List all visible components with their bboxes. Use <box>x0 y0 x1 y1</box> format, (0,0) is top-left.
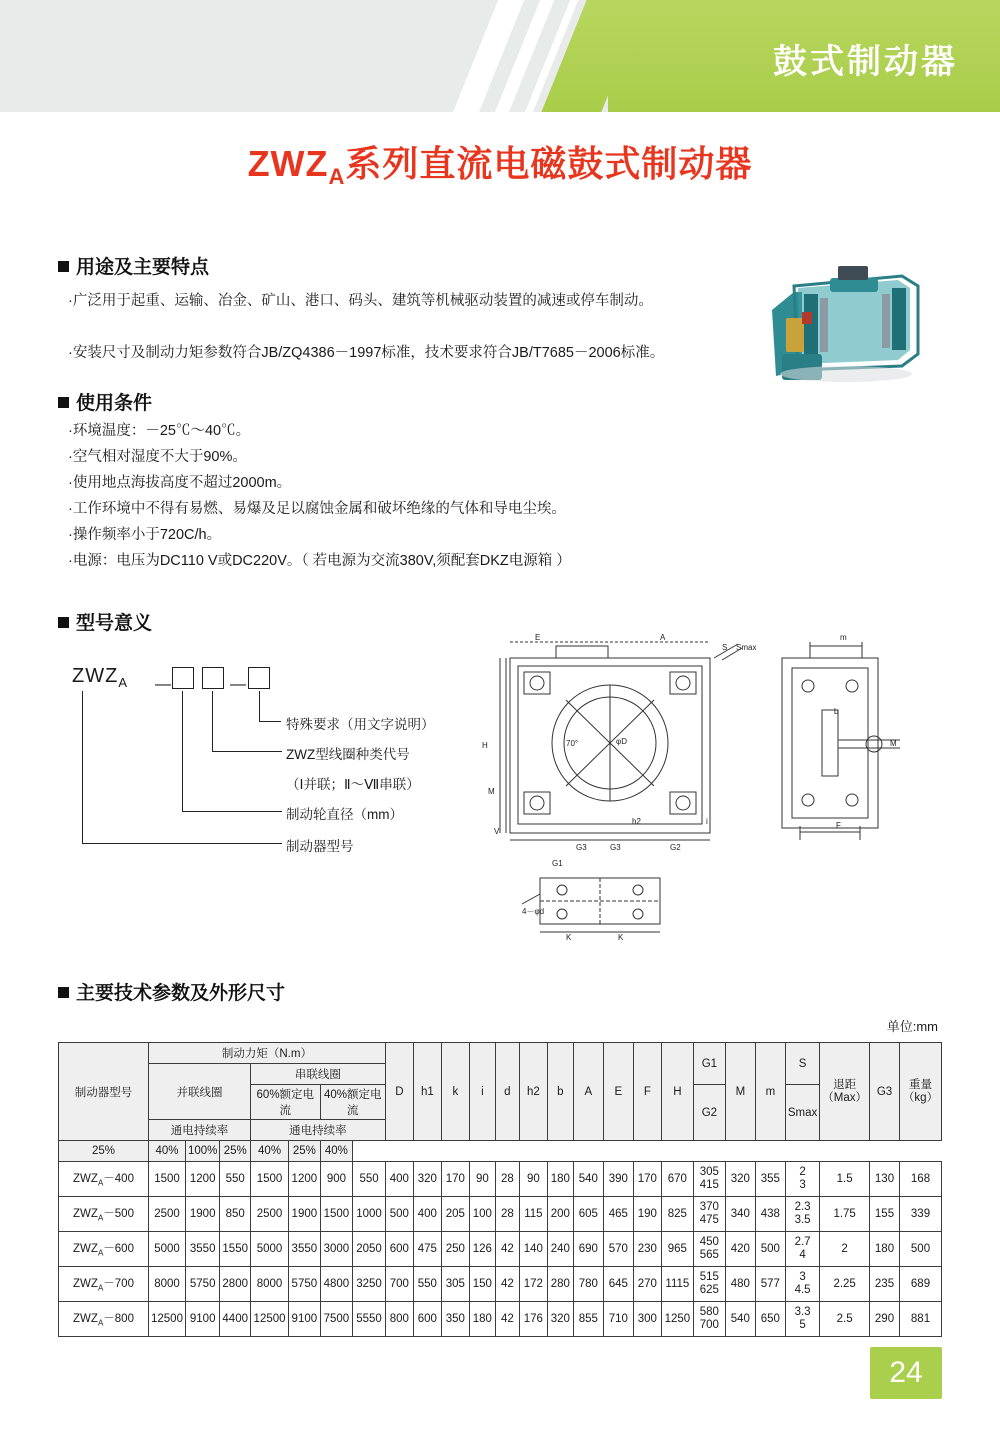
cell-G3: 155 <box>870 1197 900 1232</box>
label-A: A <box>660 633 666 642</box>
model-box-1 <box>172 667 194 689</box>
table-row <box>59 1267 942 1302</box>
model-dash-2: — <box>230 676 246 693</box>
th-duty-25a: 25% <box>59 1141 149 1162</box>
leader-v-3 <box>182 691 183 811</box>
label-E: E <box>535 633 541 642</box>
cell-dim-4: 42 <box>495 1302 519 1337</box>
label-F: F <box>836 821 841 830</box>
th-series-60: 60%额定电流 <box>251 1085 321 1120</box>
cell-dim-8: 570 <box>603 1232 633 1267</box>
cell-dim-3: 126 <box>469 1232 495 1267</box>
cell-dim-8: 710 <box>603 1302 633 1337</box>
th-duty-series: 通电持续率 <box>251 1120 386 1141</box>
cell-torque-2: 4400 <box>220 1302 251 1337</box>
cell-dim-7: 855 <box>573 1302 603 1337</box>
label-h2: h2 <box>632 817 641 826</box>
model-label-2: ZWZ型线圈种类代号 <box>286 747 410 762</box>
cell-torque-5: 7500 <box>320 1302 353 1337</box>
model-label-3: （Ⅰ并联；Ⅱ～Ⅶ串联） <box>286 777 420 792</box>
th-spacer-1 <box>353 1141 386 1162</box>
th-spacer-15 <box>755 1141 785 1162</box>
cell-torque-4: 9100 <box>289 1302 321 1337</box>
th-spacer-3 <box>413 1141 441 1162</box>
usage-heading-text: 用途及主要特点 <box>76 257 210 278</box>
cell-torque-5: 4800 <box>320 1267 353 1302</box>
cell-dim-6: 200 <box>547 1197 573 1232</box>
cell-torque-0: 8000 <box>149 1267 186 1302</box>
spec-table <box>58 1042 942 1337</box>
cell-dim-4: 28 <box>495 1197 519 1232</box>
bullet-square-icon <box>58 261 69 272</box>
cell-dim-1: 320 <box>413 1162 441 1197</box>
usage-line-2: ·安装尺寸及制动力矩参数符合JB/ZQ4386－1997标准，技术要求符合JB/T7685－2006标准。 <box>68 345 665 361</box>
cell-G3: 235 <box>870 1267 900 1302</box>
th-series-coil: 串联线圈 <box>251 1064 386 1085</box>
cell-G3: 290 <box>870 1302 900 1337</box>
cell-dim-10: 825 <box>661 1197 693 1232</box>
th-spacer-9 <box>573 1141 603 1162</box>
table-row <box>59 1232 942 1267</box>
cell-clearance: 1.5 <box>820 1162 870 1197</box>
page-title-prefix: ZWZ <box>247 143 329 184</box>
section-heading-specs <box>58 978 285 1005</box>
cell-weight: 168 <box>900 1162 942 1197</box>
cell-model: $ZWZ_A-400$ <box>59 1162 149 1197</box>
specs-heading-text: 主要技术参数及外形尺寸 <box>76 983 286 1004</box>
model-label-4: 制动轮直径（mm） <box>286 807 403 822</box>
cell-dim-10: 1250 <box>661 1302 693 1337</box>
cell-clearance: 2 <box>820 1232 870 1267</box>
cell-dim-5: 140 <box>519 1232 547 1267</box>
header-title: 鼓式制动器 <box>773 43 958 81</box>
cell-torque-1: 9100 <box>185 1302 219 1337</box>
product-photo <box>742 258 938 396</box>
model-code-base: ZWZ <box>72 665 119 687</box>
cell-dim-7: 605 <box>573 1197 603 1232</box>
cell-dim-8: 645 <box>603 1267 633 1302</box>
label-G3a: G3 <box>576 843 587 852</box>
th-H: H <box>661 1043 693 1141</box>
cell-s-smax: 3 4.5 <box>785 1267 819 1302</box>
th-duty-40b: 40% <box>251 1141 289 1162</box>
cell-clearance: 2.25 <box>820 1267 870 1302</box>
cell-M: 540 <box>725 1302 755 1337</box>
condition-line-4: ·工作环境中不得有易燃、易爆及足以腐蚀金属和破坏绝缘的气体和导电尘埃。 <box>68 501 566 517</box>
model-box-2 <box>202 667 224 689</box>
cell-torque-2: 1550 <box>220 1232 251 1267</box>
cell-torque-5: 3000 <box>320 1232 353 1267</box>
th-spacer-18 <box>870 1141 900 1162</box>
th-torque-group: 制动力矩（N.m） <box>149 1043 386 1064</box>
label-i: i <box>706 817 708 826</box>
cell-torque-4: 3550 <box>289 1232 321 1267</box>
cell-dim-9: 230 <box>633 1232 661 1267</box>
label-m: m <box>840 633 847 642</box>
model-heading-text: 型号意义 <box>76 613 153 634</box>
condition-line-6: ·电源：电压为DC110 V或DC220V。（ 若电源为交流380V,须配套DKZ电源箱 ） <box>68 553 571 569</box>
cell-torque-3: 2500 <box>251 1197 289 1232</box>
th-weight-l1: 重量 <box>909 1078 932 1091</box>
cell-M: 420 <box>725 1232 755 1267</box>
th-duty-40a: 40% <box>149 1141 186 1162</box>
cell-dim-7: 540 <box>573 1162 603 1197</box>
model-code-diagram <box>60 655 480 895</box>
leader-v-4 <box>82 691 83 843</box>
label-G3b: G3 <box>610 843 621 852</box>
cell-g1-g2: 515 625 <box>693 1267 725 1302</box>
page-number: 24 <box>870 1347 942 1399</box>
model-code-sub: A <box>118 675 128 690</box>
cell-m: 438 <box>755 1197 785 1232</box>
th-F: F <box>633 1043 661 1141</box>
th-duty-parallel: 通电持续率 <box>149 1120 251 1141</box>
cell-m: 500 <box>755 1232 785 1267</box>
cell-dim-6: 320 <box>547 1302 573 1337</box>
th-weight <box>900 1043 942 1141</box>
cell-M: 320 <box>725 1162 755 1197</box>
th-spacer-13 <box>693 1141 725 1162</box>
cell-torque-2: 550 <box>220 1162 251 1197</box>
cell-g1-g2: 305 415 <box>693 1162 725 1197</box>
cell-G3: 130 <box>870 1162 900 1197</box>
model-label-1: 特殊要求（用文字说明） <box>286 717 435 732</box>
cell-M: 480 <box>725 1267 755 1302</box>
cell-dim-3: 180 <box>469 1302 495 1337</box>
cell-torque-6: 1000 <box>353 1197 386 1232</box>
label-M-left: M <box>488 787 495 796</box>
th-i: i <box>469 1043 495 1141</box>
cell-torque-4: 5750 <box>289 1267 321 1302</box>
cell-dim-9: 190 <box>633 1197 661 1232</box>
cell-dim-7: 690 <box>573 1232 603 1267</box>
cell-weight: 500 <box>900 1232 942 1267</box>
leader-h-4 <box>82 843 282 844</box>
table-row <box>59 1302 942 1337</box>
cell-dim-2: 305 <box>441 1267 469 1302</box>
cell-g1-g2: 450 565 <box>693 1232 725 1267</box>
cell-clearance: 1.75 <box>820 1197 870 1232</box>
cell-dim-1: 550 <box>413 1267 441 1302</box>
label-M-right: M <box>890 739 897 748</box>
condition-line-5: ·操作频率小于720C/h。 <box>68 527 222 543</box>
cell-dim-5: 176 <box>519 1302 547 1337</box>
label-hole: 4－φd <box>522 907 545 916</box>
cell-model: $ZWZ_A-800$ <box>59 1302 149 1337</box>
cell-dim-2: 250 <box>441 1232 469 1267</box>
th-spacer-6 <box>495 1141 519 1162</box>
label-K2: K <box>618 933 624 942</box>
condition-line-1: ·环境温度：－25℃～40℃。 <box>68 423 251 439</box>
cell-dim-2: 205 <box>441 1197 469 1232</box>
cell-torque-3: 12500 <box>251 1302 289 1337</box>
cell-s-smax: 2.7 4 <box>785 1232 819 1267</box>
th-spacer-17 <box>820 1141 870 1162</box>
cell-torque-6: 5550 <box>353 1302 386 1337</box>
cell-torque-2: 850 <box>220 1197 251 1232</box>
cell-s-smax: 2.3 3.5 <box>785 1197 819 1232</box>
cell-torque-3: 1500 <box>251 1162 289 1197</box>
page-header <box>0 0 1000 112</box>
cell-dim-10: 1115 <box>661 1267 693 1302</box>
bullet-square-icon <box>58 617 69 628</box>
leader-h-1 <box>259 721 281 722</box>
th-m: m <box>755 1043 785 1141</box>
cell-M: 340 <box>725 1197 755 1232</box>
cell-torque-0: 5000 <box>149 1232 186 1267</box>
th-spacer-12 <box>661 1141 693 1162</box>
cell-dim-7: 780 <box>573 1267 603 1302</box>
cell-model: $ZWZ_A-500$ <box>59 1197 149 1232</box>
cell-m: 650 <box>755 1302 785 1337</box>
th-E: E <box>603 1043 633 1141</box>
label-V: V <box>494 827 500 836</box>
th-k: k <box>441 1043 469 1141</box>
cell-torque-1: 1900 <box>185 1197 219 1232</box>
th-spacer-8 <box>547 1141 573 1162</box>
th-spacer-14 <box>725 1141 755 1162</box>
cell-dim-2: 350 <box>441 1302 469 1337</box>
th-spacer-5 <box>469 1141 495 1162</box>
conditions-heading-text: 使用条件 <box>76 393 153 414</box>
cell-dim-9: 300 <box>633 1302 661 1337</box>
cell-m: 355 <box>755 1162 785 1197</box>
th-spacer-2 <box>385 1141 413 1162</box>
cell-dim-8: 390 <box>603 1162 633 1197</box>
cell-torque-1: 5750 <box>185 1267 219 1302</box>
th-G2: G2 <box>693 1085 725 1141</box>
label-K1: K <box>566 933 572 942</box>
model-code-text <box>72 665 128 690</box>
cell-torque-0: 1500 <box>149 1162 186 1197</box>
cell-G3: 180 <box>870 1232 900 1267</box>
cell-torque-6: 2050 <box>353 1232 386 1267</box>
model-box-3 <box>248 667 270 689</box>
cell-dim-8: 465 <box>603 1197 633 1232</box>
bullet-square-icon <box>58 397 69 408</box>
th-h2: h2 <box>519 1043 547 1141</box>
cell-torque-1: 1200 <box>185 1162 219 1197</box>
cell-torque-0: 2500 <box>149 1197 186 1232</box>
cell-dim-6: 280 <box>547 1267 573 1302</box>
th-spacer-11 <box>633 1141 661 1162</box>
label-G2: G2 <box>670 843 681 852</box>
th-h1: h1 <box>413 1043 441 1141</box>
cell-dim-4: 42 <box>495 1232 519 1267</box>
th-d: d <box>495 1043 519 1141</box>
cell-dim-0: 600 <box>385 1232 413 1267</box>
th-spacer-10 <box>603 1141 633 1162</box>
cell-dim-5: 90 <box>519 1162 547 1197</box>
th-duty-40c: 40% <box>320 1141 353 1162</box>
cell-torque-0: 12500 <box>149 1302 186 1337</box>
cell-weight: 689 <box>900 1267 942 1302</box>
cell-torque-4: 1200 <box>289 1162 321 1197</box>
condition-line-2: ·空气相对湿度不大于90%。 <box>68 449 247 465</box>
cell-dim-6: 180 <box>547 1162 573 1197</box>
cell-m: 577 <box>755 1267 785 1302</box>
unit-note: 单位:mm <box>886 1019 938 1034</box>
th-duty-25b: 25% <box>220 1141 251 1162</box>
section-heading-model <box>58 608 152 635</box>
cell-torque-3: 5000 <box>251 1232 289 1267</box>
label-Smax: Smax <box>736 643 757 652</box>
cell-dim-1: 475 <box>413 1232 441 1267</box>
section-heading-conditions <box>58 388 152 415</box>
th-clearance <box>820 1043 870 1141</box>
cell-dim-5: 172 <box>519 1267 547 1302</box>
cell-dim-4: 42 <box>495 1267 519 1302</box>
label-b: b <box>834 707 839 716</box>
th-G1: G1 <box>693 1043 725 1085</box>
cell-torque-5: 1500 <box>320 1197 353 1232</box>
th-A: A <box>573 1043 603 1141</box>
cell-g1-g2: 370 475 <box>693 1197 725 1232</box>
page-title <box>0 136 1000 190</box>
cell-dim-1: 600 <box>413 1302 441 1337</box>
cell-torque-5: 900 <box>320 1162 353 1197</box>
th-model: 制动器型号 <box>59 1043 149 1141</box>
cell-torque-2: 2800 <box>220 1267 251 1302</box>
usage-line-1: ·广泛用于起重、运输、冶金、矿山、港口、码头、建筑等机械驱动装置的减速或停车制动。 <box>68 293 653 309</box>
cell-dim-3: 150 <box>469 1267 495 1302</box>
bullet-square-icon <box>58 987 69 998</box>
cell-dim-0: 500 <box>385 1197 413 1232</box>
leader-v-1 <box>259 691 260 721</box>
page-title-subscript: A <box>328 164 346 190</box>
th-duty-25c: 25% <box>289 1141 321 1162</box>
th-S: S <box>785 1043 819 1085</box>
th-series-40: 40%额定电流 <box>320 1085 385 1120</box>
label-G1: G1 <box>552 859 563 868</box>
model-dash-1: — <box>155 676 171 693</box>
th-Smax: Smax <box>785 1085 819 1141</box>
cell-torque-3: 8000 <box>251 1267 289 1302</box>
label-S: S <box>722 643 728 652</box>
label-H: H <box>482 741 488 750</box>
leader-h-3 <box>182 811 282 812</box>
cell-dim-0: 800 <box>385 1302 413 1337</box>
cell-dim-2: 170 <box>441 1162 469 1197</box>
cell-dim-9: 270 <box>633 1267 661 1302</box>
cell-dim-4: 28 <box>495 1162 519 1197</box>
section-heading-usage <box>58 252 209 279</box>
cell-weight: 881 <box>900 1302 942 1337</box>
model-label-5: 制动器型号 <box>286 839 354 854</box>
cell-torque-6: 3250 <box>353 1267 386 1302</box>
cell-dim-0: 700 <box>385 1267 413 1302</box>
cell-dim-10: 965 <box>661 1232 693 1267</box>
technical-drawing <box>470 628 940 958</box>
label-angle: 70° <box>566 739 579 748</box>
th-b: b <box>547 1043 573 1141</box>
cell-clearance: 2.5 <box>820 1302 870 1337</box>
th-clearance-l1: 退距 <box>833 1078 857 1091</box>
cell-dim-9: 170 <box>633 1162 661 1197</box>
cell-dim-5: 115 <box>519 1197 547 1232</box>
th-spacer-16 <box>785 1141 819 1162</box>
condition-line-3: ·使用地点海拔高度不超过2000m。 <box>68 475 292 491</box>
cell-torque-6: 550 <box>353 1162 386 1197</box>
th-spacer-7 <box>519 1141 547 1162</box>
cell-model: $ZWZ_A-700$ <box>59 1267 149 1302</box>
cell-weight: 339 <box>900 1197 942 1232</box>
leader-v-2 <box>212 691 213 751</box>
cell-dim-1: 400 <box>413 1197 441 1232</box>
th-clearance-l2: （Max） <box>822 1091 867 1104</box>
table-row <box>59 1197 942 1232</box>
cell-dim-0: 400 <box>385 1162 413 1197</box>
table-row <box>59 1162 942 1197</box>
leader-h-2 <box>212 751 282 752</box>
th-spacer-4 <box>441 1141 469 1162</box>
page-title-rest: 系列直流电磁鼓式制动器 <box>345 143 753 184</box>
cell-model: $ZWZ_A-600$ <box>59 1232 149 1267</box>
th-weight-l2: （kg） <box>902 1091 939 1104</box>
cell-dim-3: 100 <box>469 1197 495 1232</box>
cell-dim-3: 90 <box>469 1162 495 1197</box>
cell-torque-1: 3550 <box>185 1232 219 1267</box>
cell-dim-10: 670 <box>661 1162 693 1197</box>
th-M: M <box>725 1043 755 1141</box>
th-parallel-coil: 并联线圈 <box>149 1064 251 1120</box>
cell-dim-6: 240 <box>547 1232 573 1267</box>
th-D: D <box>385 1043 413 1141</box>
cell-s-smax: 3.3 5 <box>785 1302 819 1337</box>
th-duty-100: 100% <box>185 1141 219 1162</box>
cell-s-smax: 2 3 <box>785 1162 819 1197</box>
cell-torque-4: 1900 <box>289 1197 321 1232</box>
cell-g1-g2: 580 700 <box>693 1302 725 1337</box>
label-D: φD <box>616 737 627 746</box>
th-G3: G3 <box>870 1043 900 1141</box>
